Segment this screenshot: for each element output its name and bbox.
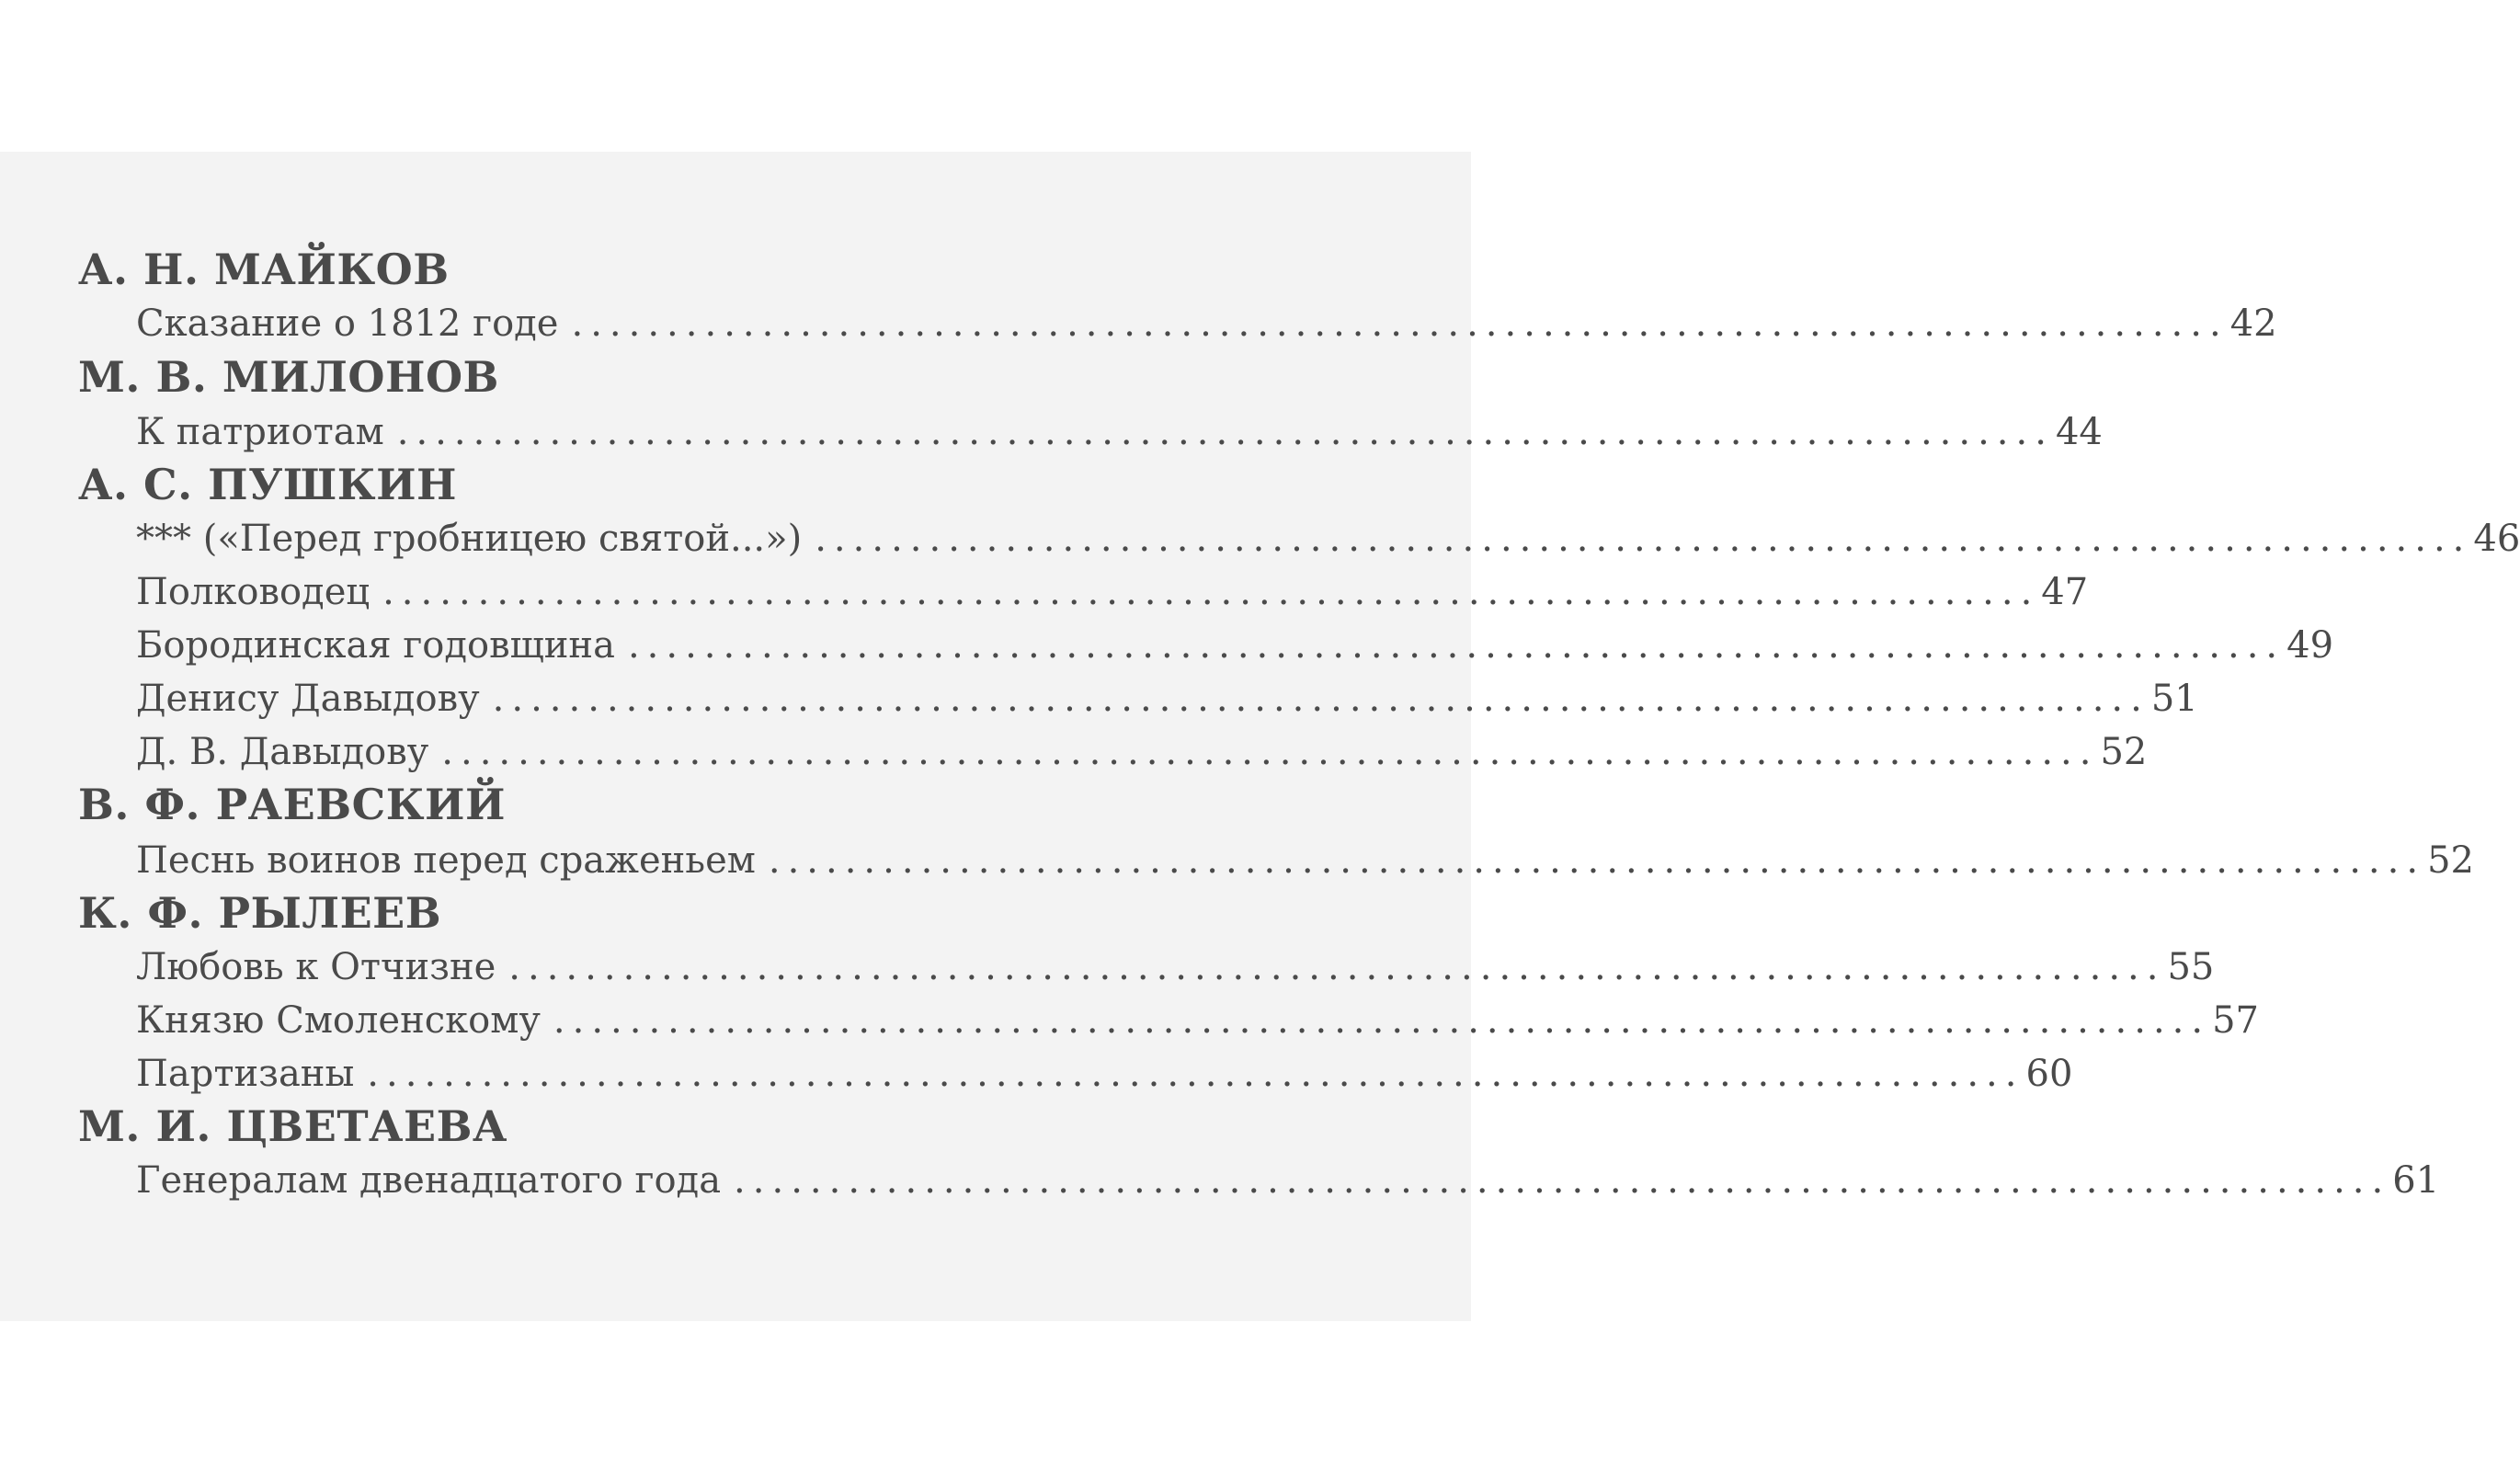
toc-entry [136,567,2089,617]
author-heading-raevsky: В. Ф. РАЕВСКИЙ [78,780,506,829]
entry-title: *** («Перед гробницею святой...») [136,518,803,560]
entry-title: Партизаны [136,1053,355,1095]
page-number: 60 [2025,1053,2073,1095]
toc-entry [136,674,2198,724]
page-number: 57 [2212,999,2259,1042]
dot-leader: ....................................................................................... [382,571,2040,613]
dot-leader: ....................................................................................... [441,731,2099,773]
page-number: 61 [2392,1159,2440,1202]
toc-entry [136,514,2520,564]
page-number: 55 [2167,946,2215,988]
author-heading-ryleev: К. Ф. РЫЛЕЕВ [78,888,442,938]
entry-title: Любовь к Отчизне [136,946,496,988]
entry-title: Бородинская годовщина [136,624,615,667]
toc-entry [136,727,2148,777]
entry-title: Князю Смоленскому [136,999,541,1042]
entry-title: Песнь воинов перед сраженьем [136,839,756,882]
page-number: 46 [2473,518,2520,560]
dot-leader: ....................................................................................... [768,839,2426,882]
toc-entry [136,996,2259,1045]
author-heading-maikov: А. Н. МАЙКОВ [78,245,450,294]
author-heading-milonov: М. В. МИЛОНОВ [78,352,499,402]
entry-title: Генералам двенадцатого года [136,1159,722,1202]
dot-leader: ....................................................................................... [553,999,2211,1042]
toc-entry [136,836,2474,885]
page-number: 49 [2286,624,2334,667]
entry-title: Д. В. Давыдову [136,731,429,773]
dot-leader: ....................................................................................... [815,518,2472,560]
entry-title: Полководец [136,571,371,613]
page-number: 52 [2427,839,2474,882]
page-number: 47 [2041,571,2089,613]
book-page [0,152,2520,1321]
page-number: 51 [2150,678,2198,720]
dot-leader: ....................................................................................... [734,1159,2391,1202]
dot-leader: ....................................................................................... [571,302,2229,345]
dot-leader: ....................................................................................... [367,1053,2024,1095]
toc-entry [136,1049,2073,1099]
page-number: 42 [2229,302,2277,345]
dot-leader: ....................................................................................... [492,678,2149,720]
page-number: 44 [2055,411,2103,453]
toc-entry [136,1156,2440,1205]
toc-entry [136,407,2103,457]
entry-title: К патриотам [136,411,384,453]
entry-title: Денису Давыдову [136,678,480,720]
toc-entry [136,621,2334,670]
author-heading-pushkin: А. С. ПУШКИН [78,460,458,509]
toc-entry [136,942,2215,992]
table-of-contents [0,152,2520,1321]
dot-leader: ....................................................................................... [627,624,2286,667]
page-number: 52 [2100,731,2148,773]
dot-leader: ....................................................................................... [508,946,2166,988]
entry-title: Сказание о 1812 годе [136,302,559,345]
author-heading-tsvetaeva: М. И. ЦВЕТАЕВА [78,1101,507,1151]
dot-leader: ....................................................................................... [396,411,2054,453]
toc-entry [136,299,2277,348]
